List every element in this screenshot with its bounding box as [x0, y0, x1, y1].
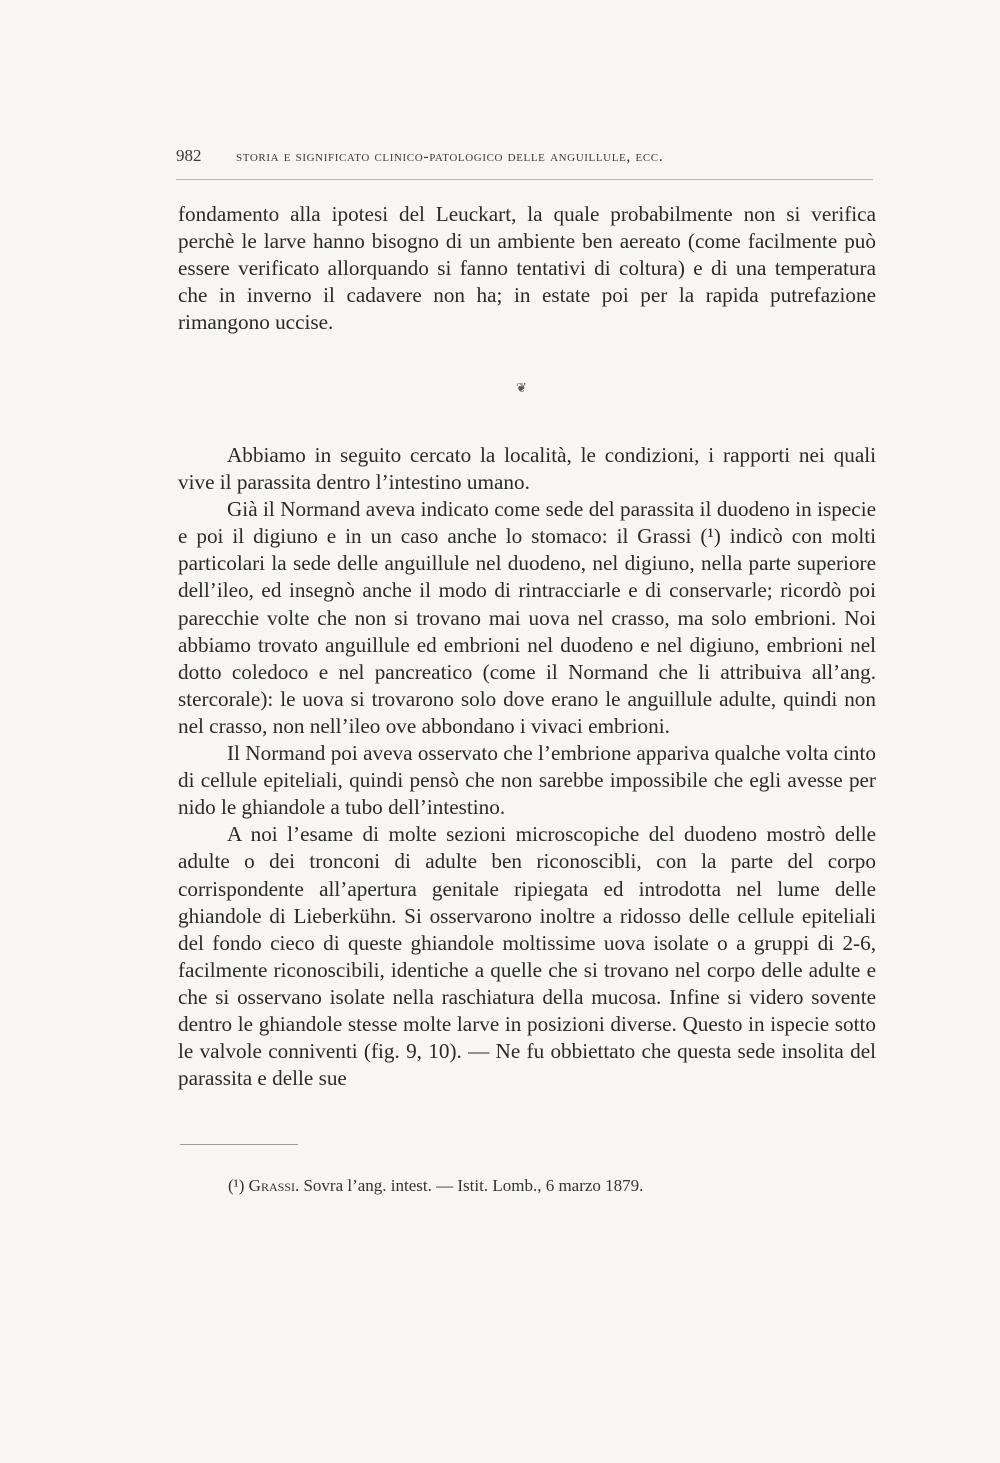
- running-head-title: storia e significato clinico-patologico delle anguillule, ecc.: [236, 148, 664, 165]
- page-number: 982: [176, 146, 202, 165]
- footnote-rule: [180, 1144, 298, 1145]
- paragraph: Il Normand poi aveva osservato che l’embrione appariva qualche volta cinto di cellule epiteliali, quindi pensò che non sarebbe impossibile che egli avesse per nido le ghiandole a tubo dell’intestino.: [178, 741, 876, 820]
- paragraph: Già il Normand aveva indicato come sede del parassita il duodeno in ispecie e poi il digiuno e in un caso anche lo stomaco: il Grassi (¹) indicò con molti particolari la sede delle anguillule nel duodeno, nel digiuno, nella parte superiore dell’ileo, ed insegnò anche il modo di rintracciarle e di conservarle; ricordò poi parecchie volte che non si trovano mai uova nel crasso, ma solo embrioni. Noi abbiamo trovato anguillule ed embrioni nel duodeno e nel digiuno, embrioni nel dotto coledoco e nel pancreatico (come il Normand che li attribuiva all’ang. stercorale): le uova si trovarono solo dove erano le anguillule adulte, quindi non nel crasso, non nell’ileo ove abbondano i vivaci embrioni.: [178, 497, 876, 738]
- footnote-author: Grassi.: [248, 1176, 300, 1195]
- footnote-marker: (¹): [228, 1176, 245, 1195]
- paragraph: fondamento alla ipotesi del Leuckart, la quale probabilmente non si verifica perchè le larve hanno bisogno di un ambiente ben aereato (come facilmente può essere verificato allorquando si fanno tentativi di coltura) e di una temperatura che in inverno il cadavere non ha; in estate poi per la rapida putrefazione rimangono uccise.: [178, 202, 876, 335]
- footnote-text: Sovra l’ang. intest. — Istit. Lomb., 6 marzo 1879.: [303, 1176, 644, 1195]
- paragraph: Abbiamo in seguito cercato la località, le condizioni, i rapporti nei quali vive il parassita dentro l’intestino umano.: [178, 443, 876, 495]
- text-block-top: [178, 201, 876, 336]
- paragraph: A noi l’esame di molte sezioni microscopiche del duodeno mostrò delle adulte o dei tronconi di adulte ben riconoscibli, con la parte del corpo corrispondente all’apertura genitale ripiegata ed introdotta nel lume delle ghiandole di Lieberkühn. Si osservarono inoltre a ridosso delle cellule epiteliali del fondo cieco di queste ghiandole moltissime uova isolate o a gruppi di 2-6, facilmente riconoscibili, identiche a quelle che si trovano nel corpo delle adulte e che si osservano isolate nella raschiatura della mucosa. Infine si videro sovente dentro le ghiandole stesse molte larve in posizioni diverse. Questo in ispecie sotto le valvole conniventi (fig. 9, 10). — Ne fu obbiettato che questa sede insolita del parassita e delle sue: [178, 822, 876, 1091]
- text-block-bottom: [178, 442, 876, 1092]
- footnote: [228, 1176, 643, 1196]
- header-rule: [176, 179, 873, 180]
- ornament-icon: ❦: [516, 380, 527, 395]
- running-head: [176, 146, 876, 166]
